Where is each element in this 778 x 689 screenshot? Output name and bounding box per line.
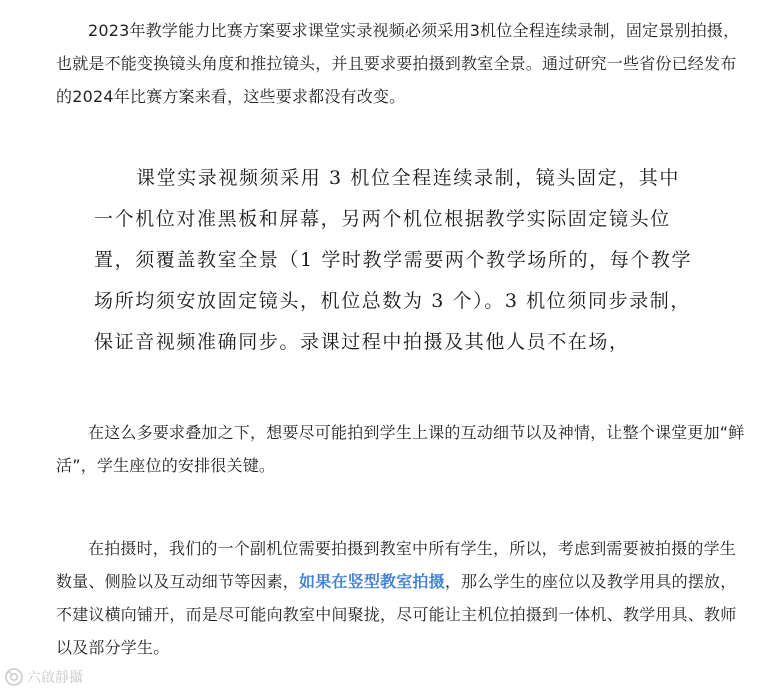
paragraph-shooting-text-b: ，那么学生的座位以及教学用具的摆放，不建议横向铺开，而是尽可能向教室中间聚拢，尽可能让主机位拍摄到一体机、教学用具、教师以及部分学生。	[56, 572, 737, 657]
watermark-text: 六啟靜攝	[27, 670, 83, 686]
vertical-classroom-link[interactable]: 如果在竖型教室拍摄	[299, 572, 445, 591]
paragraph-seating: 在这么多要求叠加之下，想要尽可能拍到学生上课的互动细节以及神情，让整个课堂更加“鲜活”，学生座位的安排很关键。	[56, 423, 745, 475]
paragraph-shooting	[56, 532, 746, 664]
paragraph-shooting-text-a: 在拍摄时，我们的一个副机位需要拍摄到教室中所有学生，所以，考虑到需要被拍摄的学生数量、侧脸以及互动细节等因素，	[56, 539, 737, 591]
paragraph-intro: 2023年教学能力比赛方案要求课堂实录视频必须采用3机位全程连续录制，固定景别拍摄，也就是不能变换镜头角度和推拉镜头，并且要求要拍摄到教室全景。通过研究一些省份已经发布的2024年比赛方案来看，这些要求都没有改变。	[56, 21, 740, 106]
camera-logo-icon	[4, 667, 24, 687]
quoted-requirements: 课堂实录视频须采用 3 机位全程连续录制，镜头固定，其中一个机位对准黑板和屏幕，另两个机位根据教学实际固定镜头位置，须覆盖教室全景（1 学时教学需要两个教学场所的，每个教学场所均须安放固定镜头，机位总数为 3 个）。3 机位须同步录制，保证音视频准确同步。录课过程中拍摄及其他人员不在场，	[94, 167, 693, 353]
watermark	[4, 667, 83, 687]
